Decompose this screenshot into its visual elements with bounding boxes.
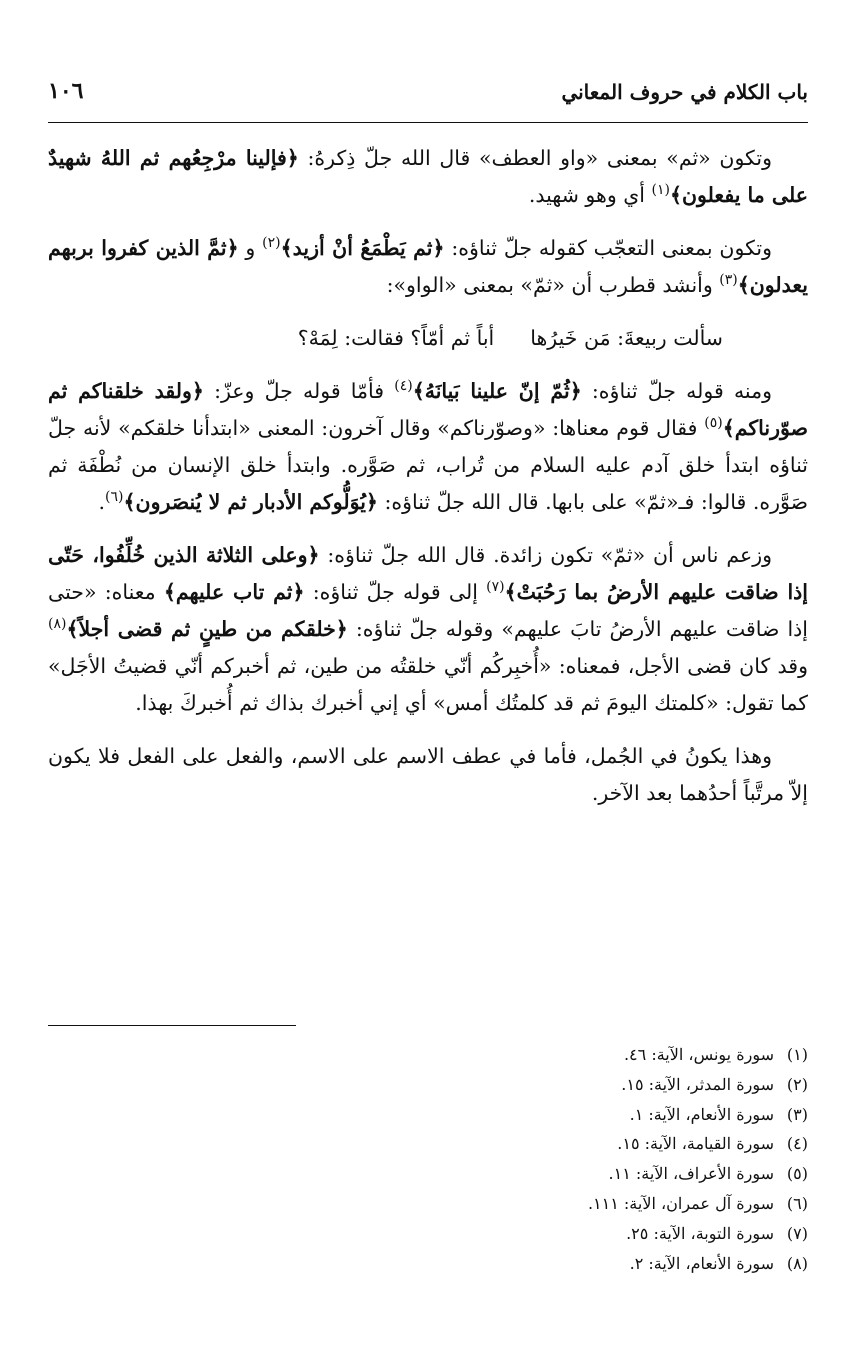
- footnote-ref: (٥): [704, 415, 723, 432]
- paragraph-text: و: [238, 236, 263, 260]
- paragraph-text: وتكون «ثم» بمعنى «واو العطف» قال الله جلّ ذِكرهُ:: [298, 146, 772, 170]
- running-header: [48, 70, 808, 118]
- quran-quote: ﴿وعلى الثلاثة الذين خُلِّفُوا، حَتّى إذا ضاقت عليهم الأرضُ بما رَحُبَتْ﴾: [48, 543, 808, 604]
- poem-hemistich: أباً ثم أمّاً؟ فقالت: لِمَهْ؟: [297, 326, 495, 350]
- poem-hemistich: سألت ربيعةَ: مَن خَيرُها: [530, 326, 723, 350]
- footnote-text: سورة الأنعام، الآية: ١.: [629, 1104, 774, 1124]
- paragraph-text: فأمّا قوله جلّ وعزّ:: [203, 379, 395, 403]
- footnote-number: (١): [786, 1045, 808, 1064]
- footnote-item: [48, 1249, 808, 1279]
- footnote-ref: (٨): [48, 616, 67, 633]
- quran-quote: ﴿ثم يَطْمَعُ أنْ أزيد﴾: [280, 236, 445, 260]
- paragraph-text: معناه: «حتى إذا ضاقت عليهم الأرضُ تابَ عليهم» وقوله جلّ ثناؤه:: [48, 580, 808, 641]
- footnote-text: سورة المدثر، الآية: ١٥.: [621, 1074, 774, 1094]
- body-paragraph: [48, 230, 808, 304]
- book-page: [48, 70, 808, 1273]
- paragraph-text: وأنشد قطرب أن «ثمّ» بمعنى «الواو»:: [386, 273, 720, 297]
- footnote-number: (٦): [786, 1193, 808, 1213]
- paragraph-text: وزعم ناس أن «ثمّ» تكون زائدة. قال الله جلّ ثناؤه:: [319, 543, 772, 567]
- quran-quote: ﴿فإلينا مرْجِعُهم ثم اللهُ شهيدٌ على ما يفعلون﴾: [48, 146, 808, 207]
- body-paragraph: [48, 537, 808, 722]
- footnote-number: (٧): [786, 1223, 808, 1243]
- poem-verse: [48, 320, 808, 357]
- paragraph-text: ومنه قوله جلّ ثناؤه:: [581, 379, 772, 403]
- footnote-number: (٢): [786, 1074, 808, 1094]
- footnote-item: [48, 1159, 808, 1189]
- body-paragraph: [48, 738, 808, 812]
- quran-quote: ﴿يُوَلُّوكم الأدبار ثم لا يُنصَرون﴾: [123, 490, 378, 514]
- footnote-item: [48, 1129, 808, 1159]
- header-rule: [48, 122, 808, 123]
- quran-quote: ﴿ثمَّ الذين كفروا بربهم يعدلون﴾: [48, 236, 808, 297]
- paragraph-text: وتكون بمعنى التعجّب كقوله جلّ ثناؤه:: [444, 236, 773, 260]
- footnote-item: [48, 1219, 808, 1249]
- paragraph-text: أي وهو شهيد.: [528, 183, 652, 207]
- footnote-ref: (٢): [262, 235, 281, 252]
- page-body: [48, 140, 808, 828]
- footnotes: [48, 1040, 808, 1278]
- footnote-ref: (١): [651, 182, 670, 199]
- chapter-title: باب الكلام في حروف المعاني: [561, 80, 808, 104]
- body-paragraph: [48, 373, 808, 521]
- paragraph-text: .: [98, 490, 106, 514]
- footnote-item: [48, 1189, 808, 1219]
- footnote-item: [48, 1040, 808, 1070]
- footnote-text: سورة يونس، الآية: ٤٦.: [623, 1045, 774, 1064]
- quran-quote: ﴿خلقكم من طينٍ ثم قضى أجلاً﴾: [66, 617, 348, 641]
- paragraph-text: إلى قوله جلّ ثناؤه:: [304, 580, 487, 604]
- footnote-text: سورة الأعراف، الآية: ١١.: [608, 1164, 774, 1184]
- footnote-ref: (٣): [719, 272, 738, 289]
- footnote-text: سورة التوبة، الآية: ٢٥.: [626, 1223, 774, 1243]
- paragraph-text: وهذا يكونُ في الجُمل، فأما في عطف الاسم على الاسم، والفعل على الفعل فلا يكون إلاّ مرتَّباً أحدُهما بعد الآخر.: [48, 744, 808, 805]
- paragraph-text: فقال قوم معناها: «وصوّرناكم» وقال آخرون: المعنى «ابتدأنا خلقكم» لأنه جلّ ثناؤه ابتدأ خلق آدم عليه السلام من تُراب، ثم صَوَّره. وابتدأ خلق الإنسان من نُطْفَة ثم صَوَّره. قالوا: فـ«ثمّ» على بابها. قال الله جلّ ثناؤه:: [48, 416, 808, 514]
- paragraph-text: وقد كان قضى الأجل، فمعناه: «أُخبِركُم أنّي خلقتُه من طين، ثم أخبركم أنّي قضيتُ الأجَل» كما تقول: «كلمتك اليومَ ثم قد كلمتُك أمس» أي إني أخبرك بذاك ثم أُخبركَ بهذا.: [48, 654, 808, 715]
- page-number: ١٠٦: [48, 78, 84, 104]
- footnote-item: [48, 1100, 808, 1130]
- footnote-number: (٨): [786, 1253, 808, 1273]
- footnote-text: سورة الأنعام، الآية: ٢.: [629, 1253, 774, 1273]
- footnote-text: سورة آل عمران، الآية: ١١١.: [587, 1193, 774, 1213]
- footnote-number: (٣): [786, 1104, 808, 1124]
- quran-quote: ﴿ثُمّ إنّ علينا بَيانَهُ﴾: [412, 379, 582, 403]
- footnote-item: [48, 1070, 808, 1100]
- quran-quote: ﴿ثم تاب عليهم﴾: [163, 580, 305, 604]
- footnote-number: (٤): [786, 1134, 808, 1154]
- footnote-text: سورة القيامة، الآية: ١٥.: [617, 1134, 774, 1154]
- footnote-ref: (٧): [486, 579, 505, 596]
- footnote-separator: [48, 1025, 296, 1026]
- footnote-ref: (٤): [394, 378, 413, 395]
- footnote-number: (٥): [786, 1164, 808, 1184]
- quran-quote: ﴿ولقد خلقناكم ثم صوّرناكم﴾: [48, 379, 808, 440]
- footnote-ref: (٦): [105, 489, 124, 506]
- body-paragraph: [48, 140, 808, 214]
